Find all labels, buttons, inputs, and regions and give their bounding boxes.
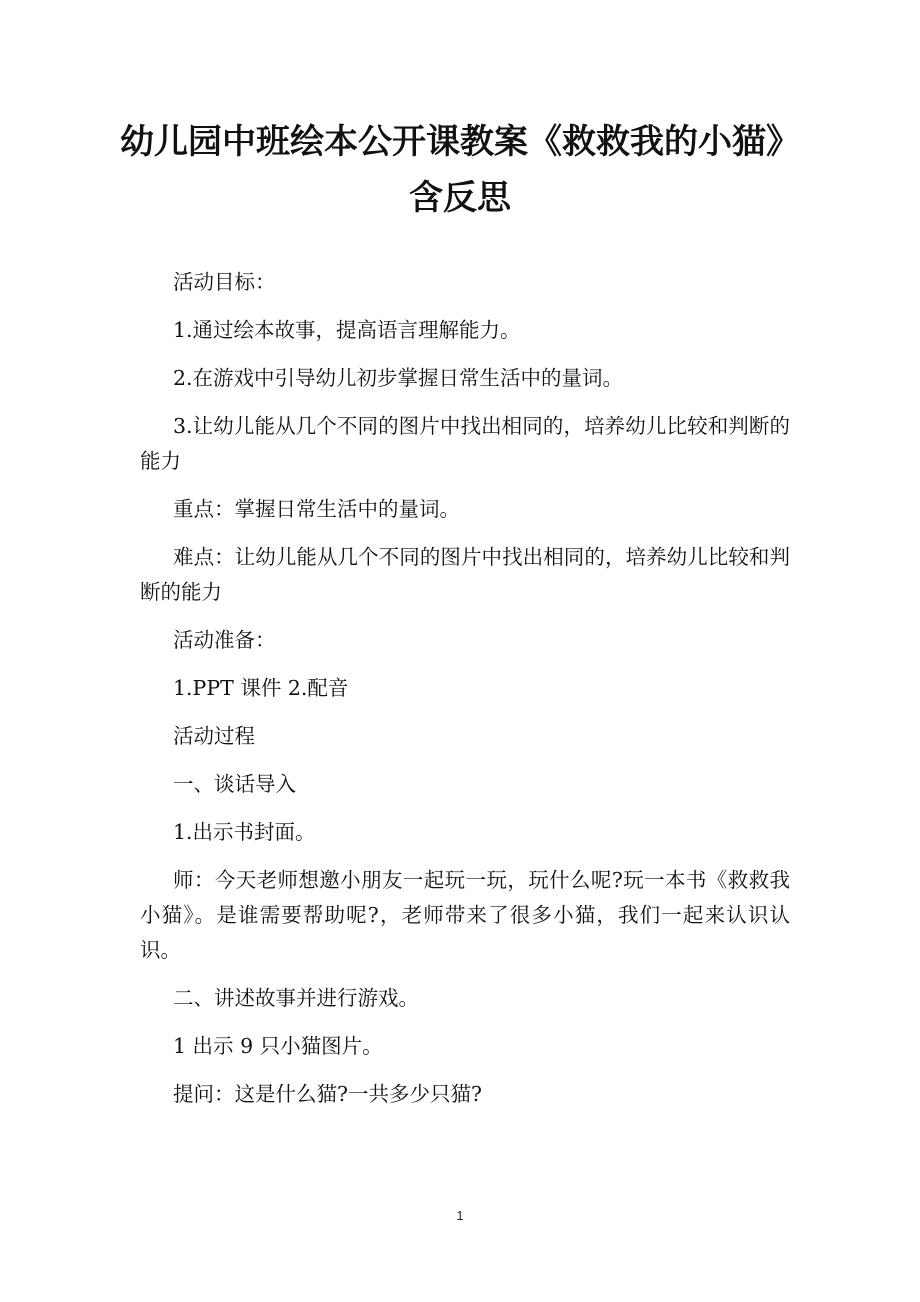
page-number: 1 — [456, 1208, 464, 1223]
title-line-2: 含反思 — [409, 178, 511, 218]
question-text: 提问：这是什么猫?一共多少只猫? — [173, 1082, 482, 1106]
objective-item-2: 2.在游戏中引导幼儿初步掌握日常生活中的量词。 — [173, 366, 624, 390]
title-line-1: 幼儿园中班绘本公开课教案《救救我的小猫》 — [120, 122, 800, 162]
process-step-2-item: 1 出示 9 只小猫图片。 — [173, 1034, 383, 1058]
key-point: 重点：掌握日常生活中的量词。 — [173, 497, 460, 521]
objective-item-1: 1.通过绘本故事，提高语言理解能力。 — [173, 318, 521, 342]
process-step-1-heading: 一、谈话导入 — [173, 772, 296, 796]
section-heading-process: 活动过程 — [173, 724, 255, 748]
teacher-dialogue: 师：今天老师想邀小朋友一起玩一玩，玩什么呢?玩一本书《救救我小猫》。是谁需要帮助呢?，老师带来了很多小猫，我们一起来认识认识。 — [140, 868, 790, 962]
process-step-2-heading: 二、讲述故事并进行游戏。 — [173, 986, 419, 1010]
objective-item-3: 3.让幼儿能从几个不同的图片中找出相同的，培养幼儿比较和判断的能力 — [140, 414, 790, 473]
preparation-items: 1.PPT 课件 2.配音 — [173, 676, 349, 700]
section-heading-preparation: 活动准备： — [173, 628, 276, 652]
process-step-1-item: 1.出示书封面。 — [173, 820, 316, 844]
document-title — [120, 114, 800, 226]
document-body — [140, 265, 790, 1125]
section-heading-objectives: 活动目标： — [173, 270, 276, 294]
difficult-point: 难点：让幼儿能从几个不同的图片中找出相同的，培养幼儿比较和判断的能力 — [140, 545, 790, 604]
